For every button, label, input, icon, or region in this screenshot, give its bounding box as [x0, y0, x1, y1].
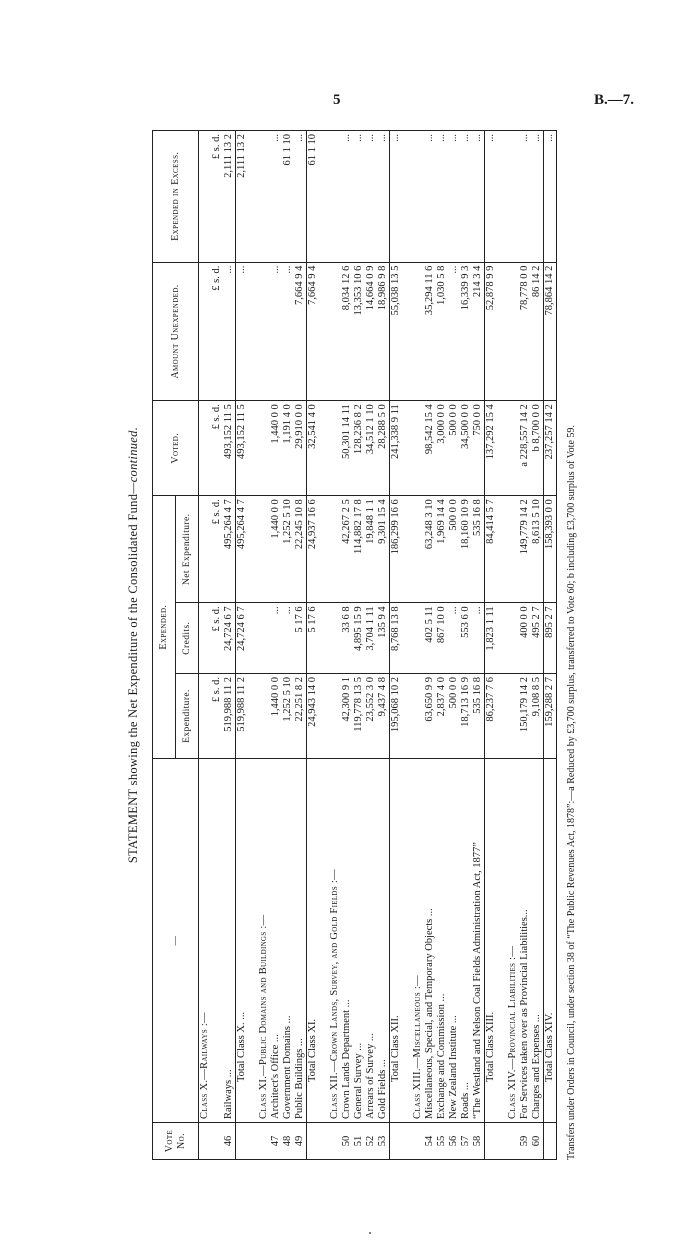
class-heading: Class XIII.—Miscellaneous :—: [412, 759, 424, 1123]
cell-expenditure: 159,288 2 7: [544, 674, 557, 759]
cell-credits: ...: [270, 603, 282, 674]
vote-no: 53: [377, 1123, 390, 1160]
vote-no: [507, 1123, 519, 1160]
cell-expenditure: £ s. d.: [211, 674, 223, 759]
cell-excess: [507, 131, 519, 263]
cell-net: 8,613 5 10: [531, 496, 544, 603]
cell-expenditure: [199, 674, 212, 759]
vote-no: [544, 1123, 557, 1160]
cell-unexpended: 1,030 5 8: [436, 262, 448, 401]
table-row: [460, 131, 472, 1160]
class-heading: Class XII.—Crown Lands, Survey, and Gold Fields :—: [329, 759, 341, 1123]
cell-expenditure: 63,650 9 9: [424, 674, 436, 759]
col-credits: Credits.: [176, 603, 199, 674]
cell-excess: 61 1 10: [307, 131, 320, 263]
table-row: [365, 131, 377, 1160]
cell-voted: 128,236 8 2: [353, 401, 365, 496]
cell-expenditure: 519,988 11 2: [223, 674, 236, 759]
cell-net: 19,848 1 1: [365, 496, 377, 603]
cell-excess: 61 1 10: [282, 134, 293, 166]
cell-expenditure: 22,251 8 2: [294, 674, 307, 759]
cell-net: 24,937 16 6: [307, 496, 320, 603]
cell-expenditure: 9,437 4 8: [377, 674, 390, 759]
cell-credits: 4,895 15 9: [353, 603, 365, 674]
cell-unexpended: ...: [282, 262, 294, 401]
cell-excess: 2,111 13 2: [223, 134, 234, 178]
total-label: Total Class XI.: [307, 759, 320, 1123]
cell-net: 22,245 10 8: [294, 496, 307, 603]
vote-no: 52: [365, 1123, 377, 1160]
page-number: 5: [333, 92, 341, 108]
cell-excess: ...: [377, 134, 388, 142]
vote-no: 47: [270, 1123, 282, 1160]
cell-voted: [507, 401, 519, 496]
table-body: [199, 131, 557, 1160]
row-description: Railways ...: [223, 759, 236, 1123]
vote-no: [329, 1123, 341, 1160]
cell-expenditure: [412, 674, 424, 759]
title-main: STATEMENT showing the Net Expenditure of the Consolidated Fund: [126, 493, 140, 864]
col-vote-no: Vote No.: [153, 1123, 199, 1160]
vote-no: [307, 1123, 320, 1160]
cell-net: 9,301 15 4: [377, 496, 390, 603]
col-description: —: [153, 759, 199, 1123]
cell-excess: [329, 131, 341, 263]
cell-expenditure: [329, 674, 341, 759]
cell-unexpended: 52,878 9 9: [485, 262, 498, 401]
cell-net: [199, 496, 212, 603]
table-row: [270, 131, 282, 1160]
row-description: Arrears of Survey ...: [365, 759, 377, 1123]
col-net-expenditure: Net Expenditure.: [176, 496, 199, 603]
page-code: B.—7.: [594, 92, 635, 108]
cell-unexpended: ...: [223, 262, 236, 401]
cell-excess: ...: [485, 131, 498, 263]
col-excess: Expended in Excess.: [153, 131, 199, 263]
cell-credits: [258, 603, 270, 674]
total-row: [485, 131, 498, 1160]
cell-credits: [507, 603, 519, 674]
vote-no: 51: [353, 1123, 365, 1160]
vote-no: 58: [472, 1123, 485, 1160]
cell-credits: 495 2 7: [531, 603, 544, 674]
table-row: [353, 131, 365, 1160]
cell-credits: [412, 603, 424, 674]
cell-net: 42,267 2 5: [341, 496, 353, 603]
vote-no: 50: [341, 1123, 353, 1160]
row-description: Government Domains ...: [282, 759, 294, 1123]
cell-voted: [199, 401, 212, 496]
cell-expenditure: 24,943 14 0: [307, 674, 320, 759]
row-description: Roads ...: [460, 759, 472, 1123]
cell-expenditure: 18,713 16 9: [460, 674, 472, 759]
cell-credits: 867 10 0: [436, 603, 448, 674]
cell-voted: 493,152 11 5: [223, 401, 236, 496]
cell-unexpended: [507, 262, 519, 401]
cell-voted: 3,000 0 0: [436, 401, 448, 496]
row-description: “The Westland and Nelson Coal Fields Administration Act, 1877”: [472, 759, 485, 1123]
vote-no: [390, 1123, 403, 1160]
table-row: [341, 131, 353, 1160]
col-unexpended: Amount Unexpended.: [153, 262, 199, 401]
cell-unexpended: 7,664 9 4: [294, 262, 307, 401]
cell-expenditure: 535 16 8: [472, 674, 485, 759]
cell-excess: [412, 131, 424, 263]
cell-expenditure: 1,440 0 0: [270, 674, 282, 759]
cell-net: [507, 496, 519, 603]
cell-net: 495,264 4 7: [223, 496, 236, 603]
cell-voted: 237,257 14 2: [544, 401, 557, 496]
cell-credits: £ s. d.: [211, 603, 223, 674]
cell-credits: 8,768 13 8: [390, 603, 403, 674]
cell-credits: 5 17 6: [294, 603, 307, 674]
cell-expenditure: 519,988 11 2: [236, 674, 249, 759]
cell-unexpended: 86 14 2: [531, 262, 544, 401]
cell-unexpended: 18,986 9 8: [377, 262, 390, 401]
cell-credits: 895 2 7: [544, 603, 557, 674]
cell-credits: [329, 603, 341, 674]
cell-net: 149,779 14 2: [519, 496, 531, 603]
vote-no: 59: [519, 1123, 531, 1160]
cell-credits: 33 6 8: [341, 603, 353, 674]
cell-voted: 493,152 11 5: [236, 401, 249, 496]
footnote: Transfers under Orders in Council, under section 38 of “The Public Revenues Act, 1878”:—a Reduced by £3,700 surplus, transferred to Vote 60; b including £3,700 surplus of Vote 59.: [566, 425, 577, 1160]
statement-title: [126, 130, 141, 1160]
cell-credits: 402 5 11: [424, 603, 436, 674]
cell-excess: ...: [519, 134, 530, 142]
total-label: Total Class XII.: [390, 759, 403, 1123]
cell-excess: ...: [341, 134, 352, 142]
cell-voted: 137,292 15 4: [485, 401, 498, 496]
cell-net: [412, 496, 424, 603]
row-description: Exchange and Commission ...: [436, 759, 448, 1123]
cell-excess: [258, 131, 270, 263]
cell-excess: £ s. d.: [211, 134, 222, 160]
row-description: New Zealand Institute ...: [448, 759, 460, 1123]
cell-expenditure: 1,252 5 10: [282, 674, 294, 759]
cell-voted: a 228,557 14 2: [519, 401, 531, 496]
cell-credits: ...: [282, 603, 294, 674]
class-heading: Class XIV.—Provincial Liabilities :—: [507, 759, 519, 1123]
cell-excess: [199, 131, 212, 263]
cell-net: 18,160 10 9: [460, 496, 472, 603]
cell-net: 495,264 4 7: [236, 496, 249, 603]
col-expenditure: Expenditure.: [176, 674, 199, 759]
spacer-row: [402, 131, 412, 1160]
cell-net: 63,248 3 10: [424, 496, 436, 603]
vote-no: 57: [460, 1123, 472, 1160]
cell-expenditure: 9,108 8 5: [531, 674, 544, 759]
cell-voted: 1,440 0 0: [270, 401, 282, 496]
row-description: Charges and Expenses ...: [531, 759, 544, 1123]
cell-voted: 29,910 0 0: [294, 401, 307, 496]
table-row: [519, 131, 531, 1160]
cell-unexpended: [329, 262, 341, 401]
cell-voted: b 8,700 0 0: [531, 401, 544, 496]
row-description: General Survey ...: [353, 759, 365, 1123]
cell-unexpended: 214 3 4: [472, 262, 485, 401]
rotated-statement-sheet: [126, 130, 581, 1160]
cell-credits: ...: [448, 603, 460, 674]
cell-voted: 28,288 5 0: [377, 401, 390, 496]
total-label: Total Class XIII.: [485, 759, 498, 1123]
cell-voted: 34,500 0 0: [460, 401, 472, 496]
cell-unexpended: [258, 262, 270, 401]
total-row: [307, 131, 320, 1160]
cell-expenditure: 23,552 3 0: [365, 674, 377, 759]
spacer-row: [497, 131, 507, 1160]
vote-no: 48: [282, 1123, 294, 1160]
vote-no: 54: [424, 1123, 436, 1160]
cell-expenditure: 500 0 0: [448, 674, 460, 759]
cell-excess: ...: [270, 134, 281, 142]
cell-credits: 135 9 4: [377, 603, 390, 674]
cell-net: 84,414 5 7: [485, 496, 498, 603]
row-description: For Services taken over as Provincial Liabilities...: [519, 759, 531, 1123]
units-row: [211, 131, 223, 1160]
table-row: [377, 131, 390, 1160]
cell-excess: ...: [353, 134, 364, 142]
col-voted: Voted.: [153, 401, 199, 496]
cell-unexpended: 16,339 9 3: [460, 262, 472, 401]
cell-excess: ...: [448, 134, 459, 142]
class-heading: Class XI.—Public Domains and Buildings :—: [258, 759, 270, 1123]
cell-unexpended: ...: [236, 262, 249, 401]
spacer-row: [319, 131, 329, 1160]
cell-net: £ s. d.: [211, 496, 223, 603]
cell-excess: ...: [390, 131, 403, 263]
table-row: [531, 131, 544, 1160]
cell-voted: 32,541 4 0: [307, 401, 320, 496]
cell-expenditure: 2,837 4 0: [436, 674, 448, 759]
cell-excess: ...: [544, 131, 557, 263]
row-description: Crown Lands Department ...: [341, 759, 353, 1123]
cell-voted: £ s. d.: [211, 401, 223, 496]
cell-unexpended: [199, 262, 212, 401]
cell-credits: 24,724 6 7: [236, 603, 249, 674]
vote-no: 60: [531, 1123, 544, 1160]
cell-unexpended: 13,353 10 6: [353, 262, 365, 401]
cell-unexpended: [412, 262, 424, 401]
cell-voted: 241,338 9 11: [390, 401, 403, 496]
cell-unexpended: ...: [270, 262, 282, 401]
cell-unexpended: 14,664 0 9: [365, 262, 377, 401]
cell-credits: 553 6 0: [460, 603, 472, 674]
row-description: Architect's Office ...: [270, 759, 282, 1123]
cell-voted: 1,191 4 0: [282, 401, 294, 496]
cell-voted: 500 0 0: [448, 401, 460, 496]
cell-expenditure: 42,300 9 1: [341, 674, 353, 759]
cell-voted: [412, 401, 424, 496]
table-row: [294, 131, 307, 1160]
cell-voted: [329, 401, 341, 496]
table-row: [223, 131, 236, 1160]
vote-no: [412, 1123, 424, 1160]
vote-no: 49: [294, 1123, 307, 1160]
cell-net: 114,882 17 8: [353, 496, 365, 603]
cell-expenditure: 195,068 10 2: [390, 674, 403, 759]
cell-excess: ...: [460, 134, 471, 142]
row-description: Gold Fields ...: [377, 759, 390, 1123]
total-label: Total Class X. ...: [236, 759, 249, 1123]
cell-voted: 750 0 0: [472, 401, 485, 496]
total-row: [236, 131, 249, 1160]
cell-net: 158,393 0 0: [544, 496, 557, 603]
cell-unexpended: 8,034 12 6: [341, 262, 353, 401]
cell-credits: 3,704 1 11: [365, 603, 377, 674]
cell-voted: 34,512 1 10: [365, 401, 377, 496]
cell-net: [329, 496, 341, 603]
cell-excess: ...: [531, 134, 542, 142]
cell-expenditure: 119,778 13 5: [353, 674, 365, 759]
vote-no: 46: [223, 1123, 236, 1160]
table-row: [282, 131, 294, 1160]
total-label: Total Class XIV.: [544, 759, 557, 1123]
vote-no: [236, 1123, 249, 1160]
table-row: [199, 131, 212, 1160]
table-row: [448, 131, 460, 1160]
table-row: [412, 131, 424, 1160]
cell-excess: ...: [436, 134, 447, 142]
stray-mark: [369, 1232, 371, 1234]
cell-credits: 5 17 6: [307, 603, 320, 674]
cell-net: 535 16 8: [472, 496, 485, 603]
cell-expenditure: 86,237 7 6: [485, 674, 498, 759]
cell-expenditure: [507, 674, 519, 759]
cell-net: 1,440 0 0: [270, 496, 282, 603]
table-row: [424, 131, 436, 1160]
total-row: [390, 131, 403, 1160]
cell-unexpended: 78,864 14 2: [544, 262, 557, 401]
vote-no: [258, 1123, 270, 1160]
table-row: [258, 131, 270, 1160]
cell-unexpended: 55,038 13 5: [390, 262, 403, 401]
cell-credits: 1,823 1 11: [485, 603, 498, 674]
col-expended: Expended.: [153, 496, 176, 759]
cell-excess: ...: [424, 134, 435, 142]
table-row: [329, 131, 341, 1160]
table-row: [507, 131, 519, 1160]
vote-no: 55: [436, 1123, 448, 1160]
spacer-row: [248, 131, 258, 1160]
title-suffix: —continued.: [126, 426, 140, 494]
cell-excess: ...: [294, 134, 305, 142]
cell-unexpended: 78,778 0 0: [519, 262, 531, 401]
row-description: Public Buildings ...: [294, 759, 307, 1123]
cell-net: 1,252 5 10: [282, 496, 294, 603]
cell-voted: 50,301 14 11: [341, 401, 353, 496]
table-row: [472, 131, 485, 1160]
expenditure-table: [152, 130, 557, 1160]
cell-excess: ...: [365, 134, 376, 142]
cell-credits: ...: [472, 603, 485, 674]
class-heading: Class X.—Railways :—: [199, 759, 212, 1123]
cell-voted: [258, 401, 270, 496]
vote-no: 56: [448, 1123, 460, 1160]
cell-unexpended: ...: [448, 262, 460, 401]
vote-no: [199, 1123, 212, 1160]
cell-unexpended: 35,294 11 6: [424, 262, 436, 401]
table-row: [436, 131, 448, 1160]
cell-excess: 2,111 13 2: [236, 131, 249, 263]
cell-excess: ...: [472, 134, 483, 142]
cell-net: [258, 496, 270, 603]
cell-net: 186,299 16 6: [390, 496, 403, 603]
cell-net: 500 0 0: [448, 496, 460, 603]
vote-no: [211, 1123, 223, 1160]
row-description: [211, 759, 223, 1123]
cell-credits: 24,724 6 7: [223, 603, 236, 674]
cell-net: 1,969 14 4: [436, 496, 448, 603]
cell-unexpended: £ s. d.: [211, 262, 223, 401]
vote-no: [485, 1123, 498, 1160]
cell-credits: [199, 603, 212, 674]
row-description: Miscellaneous, Special, and Temporary Objects ...: [424, 759, 436, 1123]
cell-expenditure: [258, 674, 270, 759]
total-row: [544, 131, 557, 1160]
cell-credits: 400 0 0: [519, 603, 531, 674]
cell-expenditure: 150,179 14 2: [519, 674, 531, 759]
cell-voted: 98,542 15 4: [424, 401, 436, 496]
cell-unexpended: 7,664 9 4: [307, 262, 320, 401]
